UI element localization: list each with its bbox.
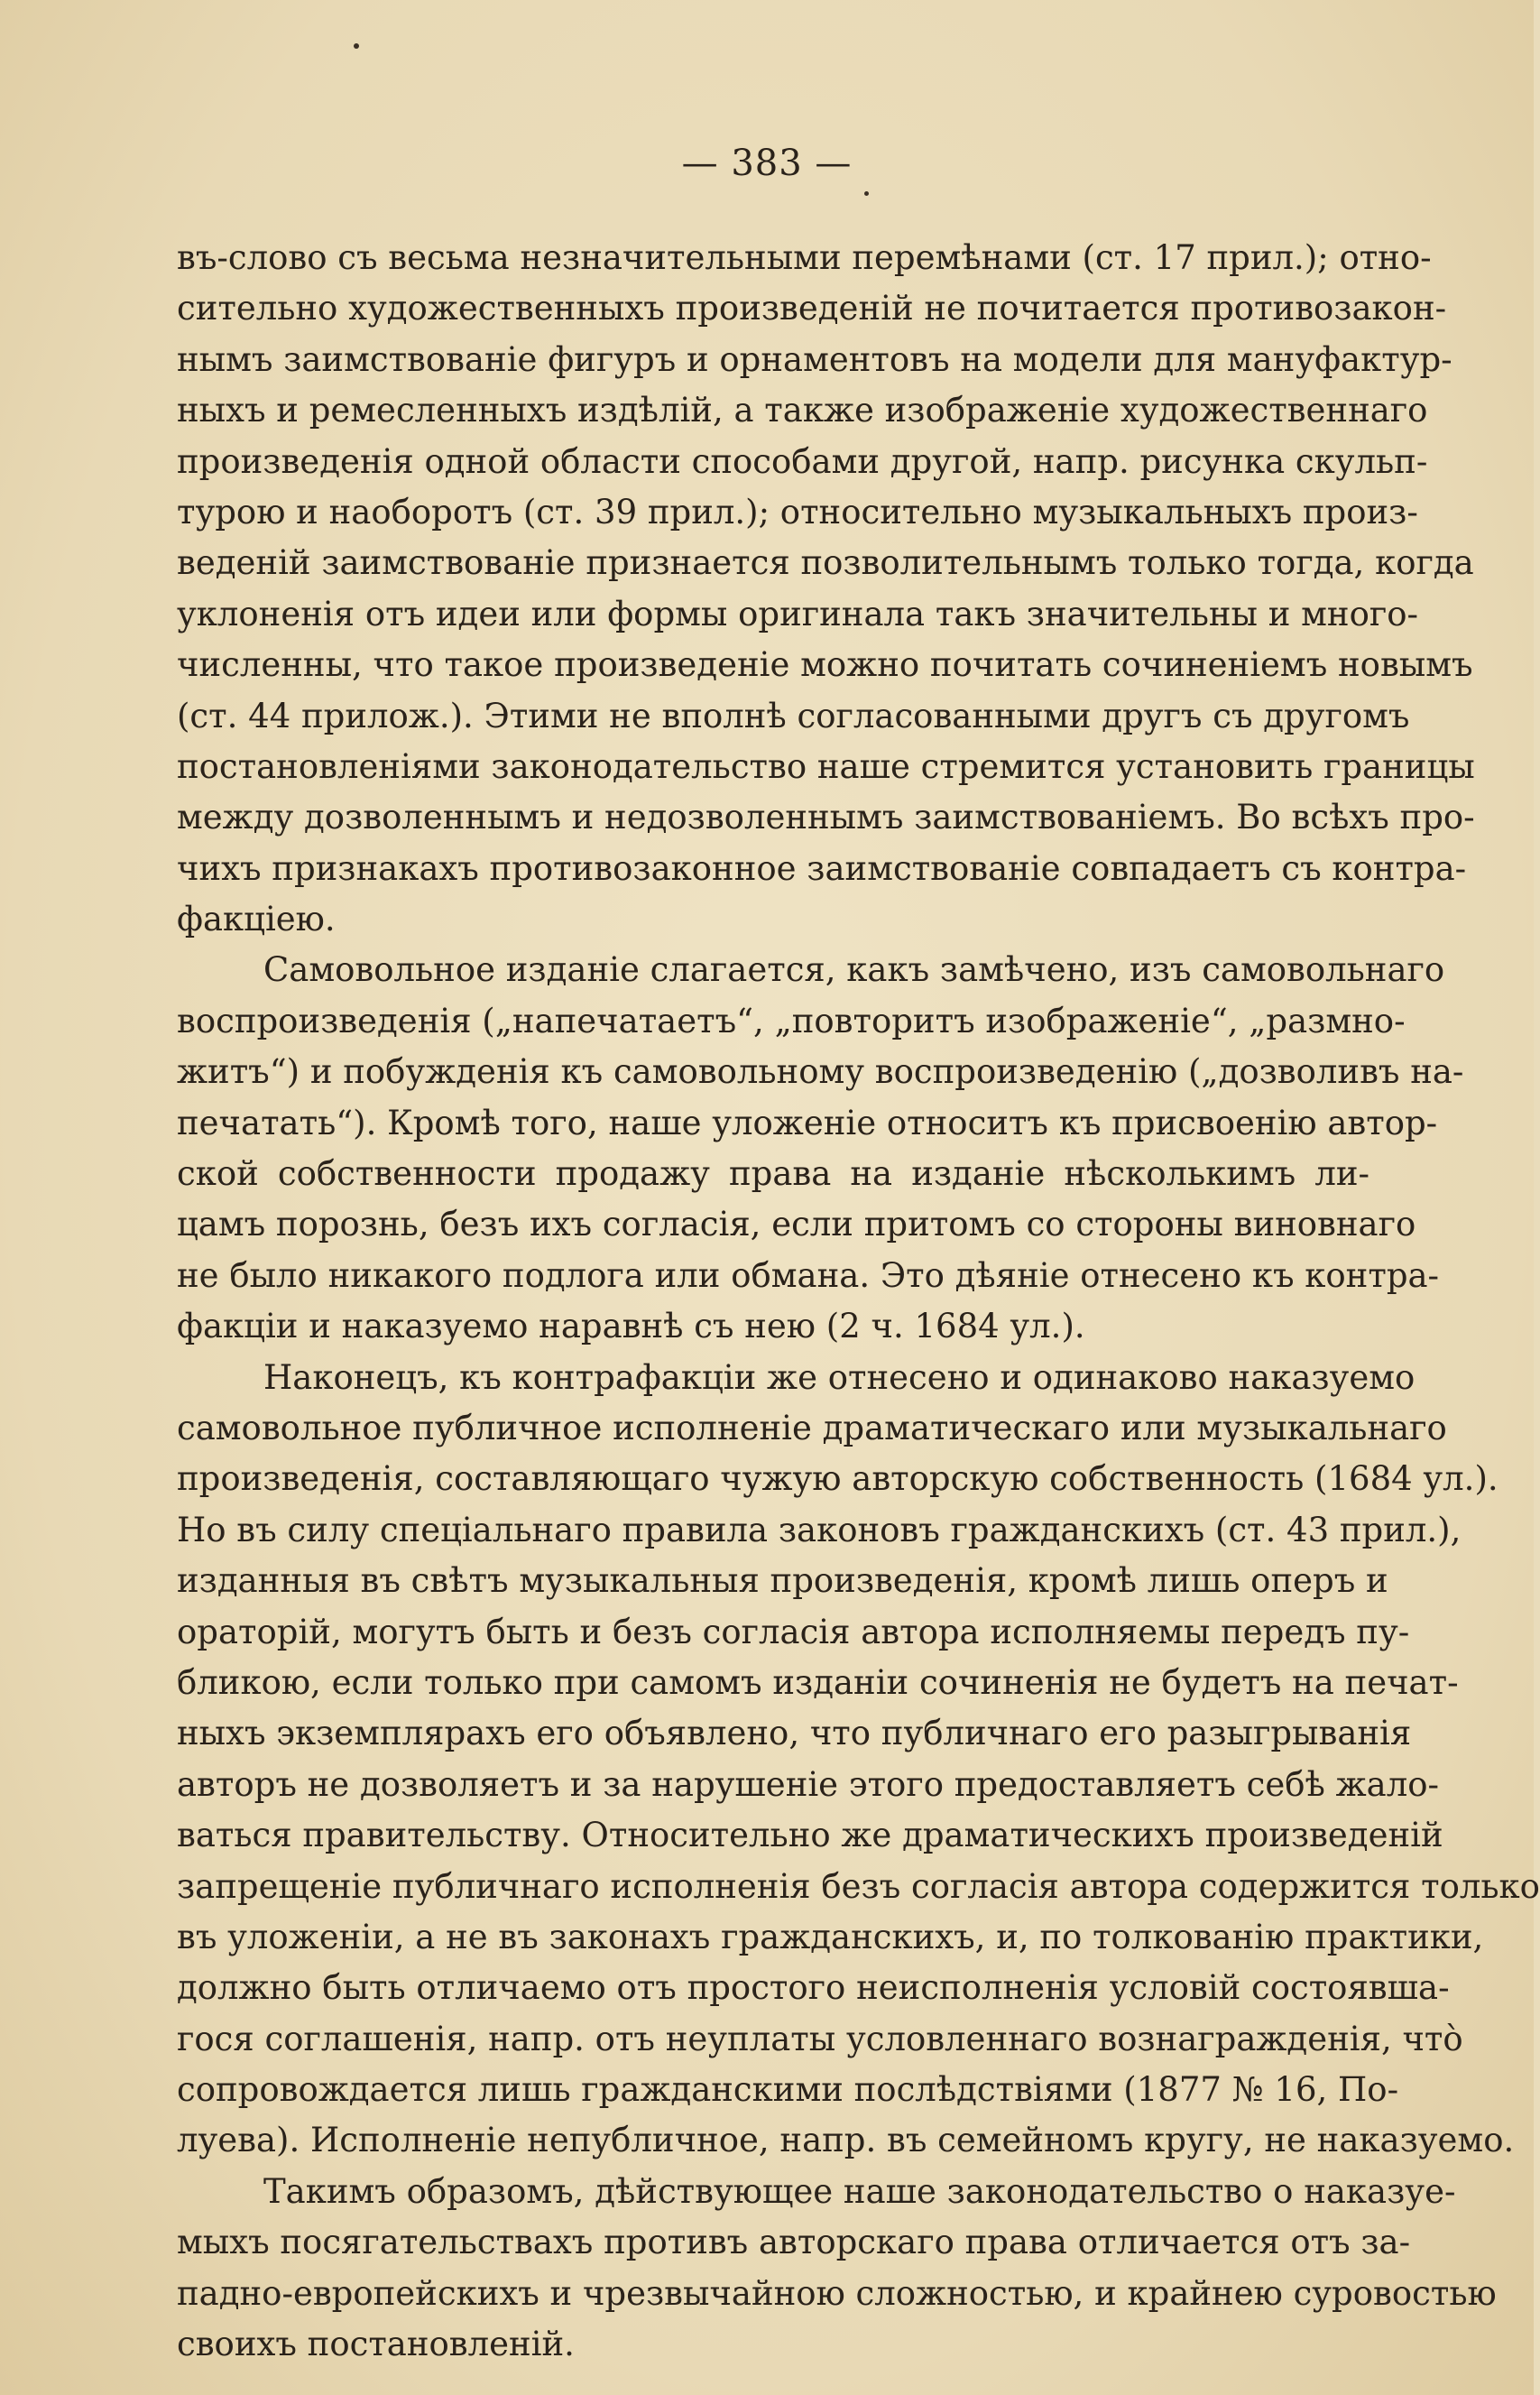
ink-speck-top xyxy=(354,43,359,49)
text-line: между дозволеннымъ и недозволеннымъ заимствованіемъ. Во всѣхъ про- xyxy=(177,798,1475,837)
text-line: веденій заимствованіе признается позволительнымъ только тогда, когда xyxy=(177,543,1474,583)
text-line: произведенія одной области способами другой, напр. рисунка скульп- xyxy=(177,441,1428,481)
text-line: луева). Исполненіе непубличное, напр. въ семейномъ кругу, не наказуемо. xyxy=(177,2121,1515,2160)
text-line: Наконецъ, къ контрафакціи же отнесено и одинаково наказуемо xyxy=(263,1357,1416,1397)
text-line: ныхъ и ремесленныхъ издѣлій, а также изображеніе художественнаго xyxy=(177,391,1428,430)
text-line: въ уложеніи, а не въ законахъ гражданскихъ, и, по толкованію практики, xyxy=(177,1917,1484,1956)
text-line: (ст. 44 прилож.). Этими не вполнѣ согласованными другъ съ другомъ xyxy=(177,696,1410,735)
text-line: нымъ заимствованіе фигуръ и орнаментовъ на модели для мануфактур- xyxy=(177,339,1452,379)
body-text xyxy=(177,233,1540,2370)
text-line: не было никакого подлога или обмана. Это дѣяніе отнесено къ контра- xyxy=(177,1255,1440,1295)
text-line: численны, что такое произведеніе можно почитать сочиненіемъ новымъ xyxy=(177,645,1473,685)
text-line: сительно художественныхъ произведеній не почитается противозакон- xyxy=(177,289,1447,328)
text-line: сопровождается лишь гражданскими послѣдствіями (1877 № 16, По- xyxy=(177,2070,1399,2110)
text-line: турою и наоборотъ (ст. 39 прил.); относительно музыкальныхъ произ- xyxy=(177,492,1418,532)
ink-speck-header xyxy=(864,191,869,196)
text-line: житъ“) и побужденія къ самовольному воспроизведенію („дозволивъ на- xyxy=(177,1052,1464,1092)
text-line: уклоненія отъ идеи или формы оригинала такъ значительны и много- xyxy=(177,594,1419,633)
text-line: цамъ порознь, безъ ихъ согласія, если притомъ со стороны виновнаго xyxy=(177,1205,1416,1244)
text-line: Но въ силу спеціальнаго правила законовъ гражданскихъ (ст. 43 прил.), xyxy=(177,1510,1462,1549)
text-line: ваться правительству. Относительно же драматическихъ произведеній xyxy=(177,1816,1443,1855)
text-line: Самовольное изданіе слагается, какъ замѣчено, изъ самовольнаго xyxy=(263,950,1445,990)
text-line: запрещеніе публичнаго исполненія безъ согласія автора содержится только xyxy=(177,1866,1540,1906)
text-line: въ-слово съ весьма незначительными перемѣнами (ст. 17 прил.); отно- xyxy=(177,238,1432,277)
text-line: печатать“). Кромѣ того, наше уложеніе относитъ къ присвоенію автор- xyxy=(177,1103,1438,1142)
text-line: гося соглашенія, напр. отъ неуплаты условленнаго вознагражденія, чтò xyxy=(177,2019,1463,2058)
text-line: постановленіями законодательство наше стремится установить границы xyxy=(177,746,1475,786)
text-line: падно-европейскихъ и чрезвычайною сложностью, и крайнею суровостью xyxy=(177,2273,1497,2313)
text-line: своихъ постановленій. xyxy=(177,2325,575,2364)
text-line: Такимъ образомъ, дѣйствующее наше законодательство о наказуе- xyxy=(263,2171,1456,2211)
text-line: произведенія, составляющаго чужую авторскую собственность (1684 ул.). xyxy=(177,1459,1499,1499)
page-number: — 383 — xyxy=(681,143,853,184)
text-line: бликою, если только при самомъ изданіи сочиненія не будетъ на печат- xyxy=(177,1662,1459,1702)
text-line: воспроизведенія („напечатаетъ“, „повторитъ изображеніе“, „размно- xyxy=(177,1001,1406,1040)
text-line: самовольное публичное исполненіе драматическаго или музыкальнаго xyxy=(177,1408,1447,1447)
text-line: ныхъ экземплярахъ его объявлено, что публичнаго его разыгрыванія xyxy=(177,1714,1412,1753)
text-line: факціею. xyxy=(177,900,336,939)
text-line: чихъ признакахъ противозаконное заимствованіе совпадаетъ съ контра- xyxy=(177,848,1467,888)
text-line: изданныя въ свѣтъ музыкальныя произведенія, кромѣ лишь оперъ и xyxy=(177,1561,1388,1601)
text-line: должно быть отличаемо отъ простого неисполненія условій состоявша- xyxy=(177,1968,1450,2008)
text-line: факціи и наказуемо наравнѣ съ нею (2 ч. 1684 ул.). xyxy=(177,1307,1085,1346)
text-line: мыхъ посягательствахъ противъ авторскаго права отличается отъ за- xyxy=(177,2223,1411,2262)
text-line: ской собственности продажу права на изданіе нѣсколькимъ ли- xyxy=(177,1154,1369,1194)
text-line: авторъ не дозволяетъ и за нарушеніе этого предоставляетъ себѣ жало- xyxy=(177,1764,1439,1804)
text-line: ораторій, могутъ быть и безъ согласія автора исполняемы передъ пу- xyxy=(177,1612,1410,1651)
